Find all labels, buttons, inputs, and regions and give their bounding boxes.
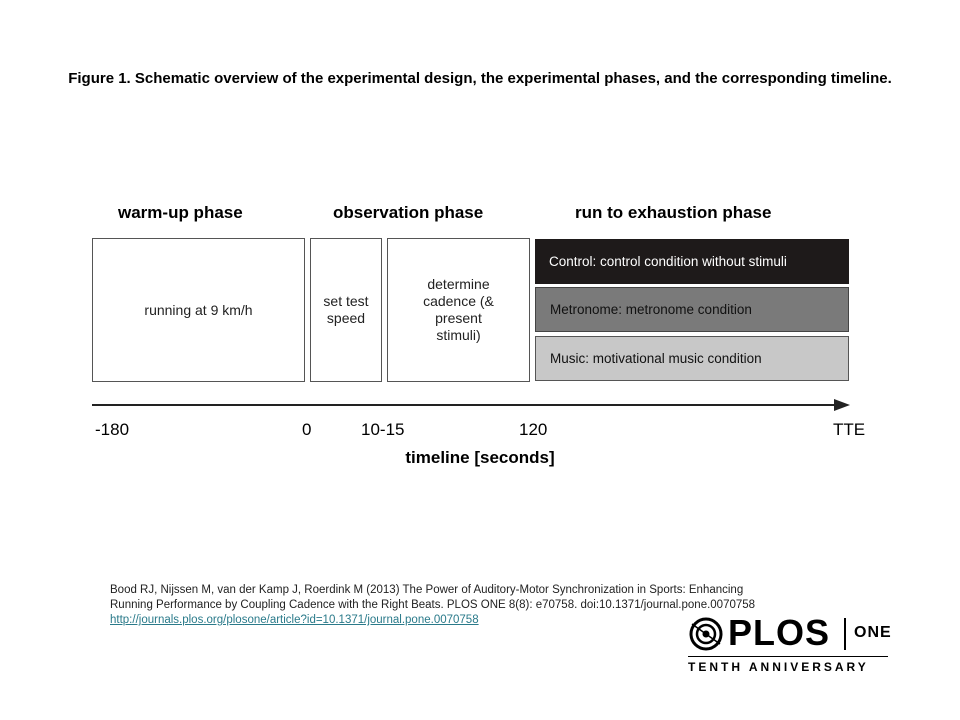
set-speed-box-label: set test speed bbox=[323, 293, 369, 326]
tick-label-120: 120 bbox=[519, 420, 548, 439]
cadence-box-label: determine cadence (& present stimuli) bbox=[423, 276, 494, 343]
warmup-box-label: running at 9 km/h bbox=[144, 301, 253, 318]
condition-metronome-label: Metronome: metronome condition bbox=[550, 302, 752, 317]
citation-line-1: Bood RJ, Nijssen M, van der Kamp J, Roerdink M (2013) The Power of Auditory-Motor Synchronization in Sports: Enhancing bbox=[110, 584, 744, 596]
set-speed-box bbox=[310, 238, 382, 382]
plos-one-logo bbox=[686, 614, 892, 676]
logo-separator bbox=[844, 618, 846, 650]
tick-label-tte: TTE bbox=[833, 420, 866, 439]
logo-tagline: TENTH ANNIVERSARY bbox=[688, 660, 869, 674]
timeline-arrowhead bbox=[834, 399, 850, 411]
condition-music bbox=[535, 336, 849, 381]
phase-label-observation: observation phase bbox=[333, 203, 484, 222]
tick-label-0: 0 bbox=[302, 420, 312, 439]
condition-metronome bbox=[535, 287, 849, 332]
condition-music-label: Music: motivational music condition bbox=[550, 351, 762, 366]
logo-brand-text: PLOS bbox=[728, 612, 831, 653]
figure-title: Figure 1. Schematic overview of the experimental design, the experimental phases, and the corresponding timeline. bbox=[68, 70, 892, 87]
tick-label-minus-180: -180 bbox=[95, 420, 130, 439]
cadence-box bbox=[387, 238, 530, 382]
citation-link[interactable]: http://journals.plos.org/plosone/article?id=10.1371/journal.pone.0070758 bbox=[110, 614, 479, 626]
timeline-axis-label: timeline [seconds] bbox=[405, 448, 555, 467]
condition-control-label: Control: control condition without stimuli bbox=[549, 254, 787, 269]
timeline-axis bbox=[92, 404, 834, 406]
citation-line-2: Running Performance by Coupling Cadence with the Right Beats. PLOS ONE 8(8): e70758. doi:10.1371/journal.pone.0070758 bbox=[110, 599, 756, 611]
logo-rule bbox=[688, 656, 888, 657]
tick-label-10-15: 10-15 bbox=[361, 420, 405, 439]
logo-journal-text: ONE bbox=[854, 624, 892, 641]
warmup-box bbox=[92, 238, 305, 382]
phase-label-warmup: warm-up phase bbox=[118, 203, 243, 222]
citation bbox=[110, 583, 755, 628]
condition-control bbox=[535, 239, 849, 284]
plos-globe-icon bbox=[688, 616, 724, 652]
phase-label-exhaustion: run to exhaustion phase bbox=[575, 203, 772, 222]
